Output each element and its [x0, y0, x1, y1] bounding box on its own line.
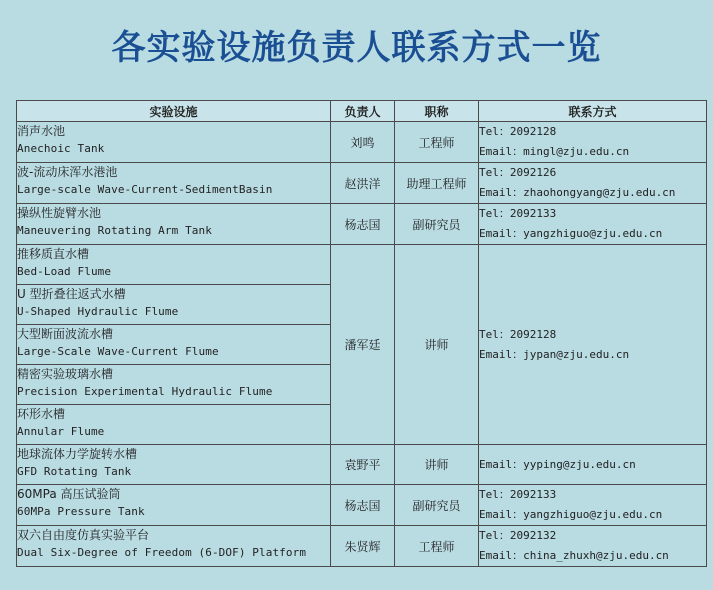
facility-name-en: 60MPa Pressure Tank [17, 505, 145, 518]
person-cell: 赵洪洋 [331, 163, 395, 204]
facility-cell [17, 163, 331, 204]
facility-cell [17, 204, 331, 245]
table-row [17, 526, 707, 567]
tel-text: Tel：2092132 [479, 529, 557, 542]
facility-name-cn: 地球流体力学旋转水槽 [17, 447, 138, 461]
facility-cell [17, 245, 331, 285]
facility-cell [17, 285, 331, 325]
facility-name-en: U-Shaped Hydraulic Flume [17, 305, 179, 318]
facility-name-cn: 操纵性旋臂水池 [17, 206, 102, 220]
rank-cell: 工程师 [395, 122, 479, 163]
table-header-row [17, 101, 707, 122]
facility-cell [17, 526, 331, 567]
facility-cell [17, 445, 331, 485]
rank-cell: 副研究员 [395, 204, 479, 245]
contact-cell [479, 122, 707, 163]
facility-name-cn: 精密实验玻璃水槽 [17, 367, 114, 381]
header-person: 负责人 [331, 101, 395, 122]
email-text: Email：yyping@zju.edu.cn [479, 457, 636, 471]
table-row [17, 163, 707, 204]
contact-cell [479, 526, 707, 567]
email-text: Email：jypan@zju.edu.cn [479, 347, 630, 361]
header-rank: 职称 [395, 101, 479, 122]
person-cell: 潘军廷 [331, 245, 395, 445]
facility-name-cn: 双六自由度仿真实验平台 [17, 528, 150, 542]
contact-table [16, 100, 707, 567]
person-cell: 袁野平 [331, 445, 395, 485]
facility-name-cn: 60MPa 高压试验筒 [17, 487, 121, 501]
table-row [17, 122, 707, 163]
page-title: 各实验设施负责人联系方式一览 [111, 28, 602, 68]
person-cell: 杨志国 [331, 485, 395, 526]
rank-cell: 助理工程师 [395, 163, 479, 204]
contact-cell [479, 163, 707, 204]
person-cell: 刘鸣 [331, 122, 395, 163]
facility-name-cn: U 型折叠往返式水槽 [17, 287, 126, 301]
facility-cell [17, 485, 331, 526]
facility-name-en: Large-Scale Wave-Current Flume [17, 345, 219, 358]
header-contact: 联系方式 [479, 101, 707, 122]
tel-text: Tel：2092128 [479, 327, 557, 341]
email-text: Email：zhaohongyang@zju.edu.cn [479, 186, 676, 199]
email-text: Email：yangzhiguo@zju.edu.cn [479, 508, 663, 521]
facility-cell [17, 122, 331, 163]
tel-text: Tel：2092133 [479, 488, 557, 501]
email-text: Email：china_zhuxh@zju.edu.cn [479, 549, 669, 562]
facility-name-en: Annular Flume [17, 425, 105, 438]
facility-name-cn: 大型断面波流水槽 [17, 327, 114, 341]
table-row [17, 245, 707, 285]
contact-cell [479, 445, 707, 485]
facility-cell [17, 405, 331, 445]
facility-name-en: Anechoic Tank [17, 142, 105, 155]
table-row [17, 485, 707, 526]
rank-cell: 工程师 [395, 526, 479, 567]
contact-cell [479, 204, 707, 245]
person-cell: 杨志国 [331, 204, 395, 245]
facility-name-en: GFD Rotating Tank [17, 465, 132, 478]
contact-cell [479, 485, 707, 526]
table-row [17, 204, 707, 245]
header-facility: 实验设施 [17, 101, 331, 122]
facility-name-cn: 波-流动床浑水港池 [17, 165, 118, 179]
rank-cell: 讲师 [395, 245, 479, 445]
tel-text: Tel：2092128 [479, 125, 557, 138]
facility-name-en: Precision Experimental Hydraulic Flume [17, 385, 273, 398]
facility-name-cn: 推移质直水槽 [17, 247, 90, 261]
tel-text: Tel：2092126 [479, 166, 557, 179]
facility-cell [17, 325, 331, 365]
facility-name-en: Maneuvering Rotating Arm Tank [17, 224, 212, 237]
facility-name-en: Large-scale Wave-Current-SedimentBasin [17, 183, 273, 196]
contact-cell [479, 245, 707, 445]
table-row [17, 445, 707, 485]
rank-cell: 副研究员 [395, 485, 479, 526]
facility-cell [17, 365, 331, 405]
email-text: Email：yangzhiguo@zju.edu.cn [479, 227, 663, 240]
facility-name-en: Bed-Load Flume [17, 265, 112, 278]
facility-name-cn: 消声水池 [17, 124, 66, 138]
email-text: Email：mingl@zju.edu.cn [479, 145, 630, 158]
person-cell: 朱贤辉 [331, 526, 395, 567]
facility-name-en: Dual Six-Degree of Freedom (6-DOF) Platform [17, 546, 307, 559]
rank-cell: 讲师 [395, 445, 479, 485]
tel-text: Tel：2092133 [479, 207, 557, 220]
facility-name-cn: 环形水槽 [17, 407, 66, 421]
